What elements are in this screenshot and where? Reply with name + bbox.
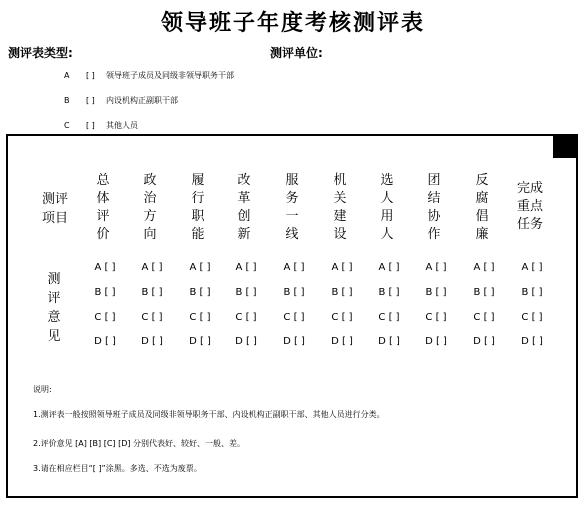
- page-title: 领导班子年度考核测评表: [160, 11, 425, 36]
- evaluation-unit-label: 测评单位:: [270, 46, 323, 60]
- column-header: 服务一线: [285, 173, 299, 242]
- column-header: 政治方向: [143, 173, 157, 242]
- opinion-checkbox[interactable]: C [ ]: [473, 312, 495, 323]
- opinion-checkbox[interactable]: D [ ]: [378, 336, 400, 347]
- opinion-checkbox[interactable]: D [ ]: [425, 336, 447, 347]
- column-header: 选人用人: [380, 173, 394, 242]
- opinion-checkbox[interactable]: B [ ]: [473, 287, 495, 298]
- type-option-a[interactable]: [64, 70, 234, 81]
- column-header: 总体评价: [96, 173, 110, 242]
- row-header-opinion: 测评意见: [47, 272, 61, 344]
- opinion-checkbox[interactable]: B [ ]: [425, 287, 447, 298]
- opinion-checkbox[interactable]: B [ ]: [94, 287, 116, 298]
- opinion-checkbox[interactable]: C [ ]: [94, 312, 116, 323]
- opinion-checkbox[interactable]: A [ ]: [521, 262, 543, 273]
- option-text: 其他人员: [106, 121, 138, 130]
- option-letter: B: [64, 96, 70, 105]
- row-header-items: 测评项目: [41, 192, 68, 226]
- option-letter: C: [64, 121, 70, 130]
- column-header: 履行职能: [191, 173, 205, 242]
- note-item-2: 2.评价意见 [A] [B] [C] [D] 分别代表好、较好、一般、差。: [33, 439, 246, 448]
- opinion-checkbox[interactable]: B [ ]: [235, 287, 257, 298]
- opinion-checkbox[interactable]: A [ ]: [473, 262, 495, 273]
- column-header: 机关建设: [333, 173, 347, 242]
- opinion-checkbox[interactable]: A [ ]: [235, 262, 257, 273]
- option-text: 内设机构正副职干部: [106, 96, 178, 105]
- type-option-c[interactable]: [64, 120, 138, 131]
- opinion-checkbox[interactable]: C [ ]: [235, 312, 257, 323]
- option-text: 领导班子成员及同级非领导职务干部: [106, 71, 234, 80]
- opinion-checkbox[interactable]: B [ ]: [331, 287, 353, 298]
- option-letter: A: [64, 71, 70, 80]
- opinion-checkbox[interactable]: A [ ]: [331, 262, 353, 273]
- option-checkbox[interactable]: [ ]: [86, 96, 95, 105]
- corner-block: [553, 135, 577, 158]
- opinion-checkbox[interactable]: C [ ]: [425, 312, 447, 323]
- opinion-checkbox[interactable]: B [ ]: [141, 287, 163, 298]
- option-checkbox[interactable]: [ ]: [86, 121, 95, 130]
- opinion-checkbox[interactable]: B [ ]: [378, 287, 400, 298]
- opinion-checkbox[interactable]: C [ ]: [189, 312, 211, 323]
- column-header: 完成重点任务: [516, 181, 543, 232]
- opinion-checkbox[interactable]: D [ ]: [189, 336, 211, 347]
- column-header: 反腐倡廉: [475, 173, 489, 242]
- notes-heading: 说明:: [33, 385, 52, 394]
- column-header: 团结协作: [427, 173, 441, 242]
- opinion-checkbox[interactable]: D [ ]: [521, 336, 543, 347]
- evaluation-type-label: 测评表类型:: [8, 46, 73, 60]
- opinion-checkbox[interactable]: C [ ]: [378, 312, 400, 323]
- opinion-checkbox[interactable]: C [ ]: [141, 312, 163, 323]
- column-header: 改革创新: [237, 173, 251, 242]
- opinion-checkbox[interactable]: A [ ]: [141, 262, 163, 273]
- opinion-checkbox[interactable]: C [ ]: [283, 312, 305, 323]
- opinion-checkbox[interactable]: D [ ]: [141, 336, 163, 347]
- opinion-checkbox[interactable]: A [ ]: [94, 262, 116, 273]
- note-item-3: 3.请在相应栏目“[ ]”涂黑。多选、不选为废票。: [33, 464, 202, 473]
- note-item-1: 1.测评表一般按照领导班子成员及同级非领导职务干部、内设机构正副职干部、其他人员进行分类。: [33, 410, 385, 419]
- opinion-checkbox[interactable]: B [ ]: [189, 287, 211, 298]
- opinion-checkbox[interactable]: C [ ]: [331, 312, 353, 323]
- opinion-checkbox[interactable]: B [ ]: [283, 287, 305, 298]
- opinion-checkbox[interactable]: A [ ]: [378, 262, 400, 273]
- opinion-checkbox[interactable]: A [ ]: [425, 262, 447, 273]
- type-option-b[interactable]: [64, 95, 178, 106]
- opinion-checkbox[interactable]: D [ ]: [235, 336, 257, 347]
- opinion-checkbox[interactable]: A [ ]: [283, 262, 305, 273]
- option-checkbox[interactable]: [ ]: [86, 71, 95, 80]
- opinion-checkbox[interactable]: D [ ]: [331, 336, 353, 347]
- opinion-checkbox[interactable]: D [ ]: [473, 336, 495, 347]
- opinion-checkbox[interactable]: B [ ]: [521, 287, 543, 298]
- opinion-checkbox[interactable]: C [ ]: [521, 312, 543, 323]
- opinion-checkbox[interactable]: D [ ]: [283, 336, 305, 347]
- opinion-checkbox[interactable]: D [ ]: [94, 336, 116, 347]
- opinion-checkbox[interactable]: A [ ]: [189, 262, 211, 273]
